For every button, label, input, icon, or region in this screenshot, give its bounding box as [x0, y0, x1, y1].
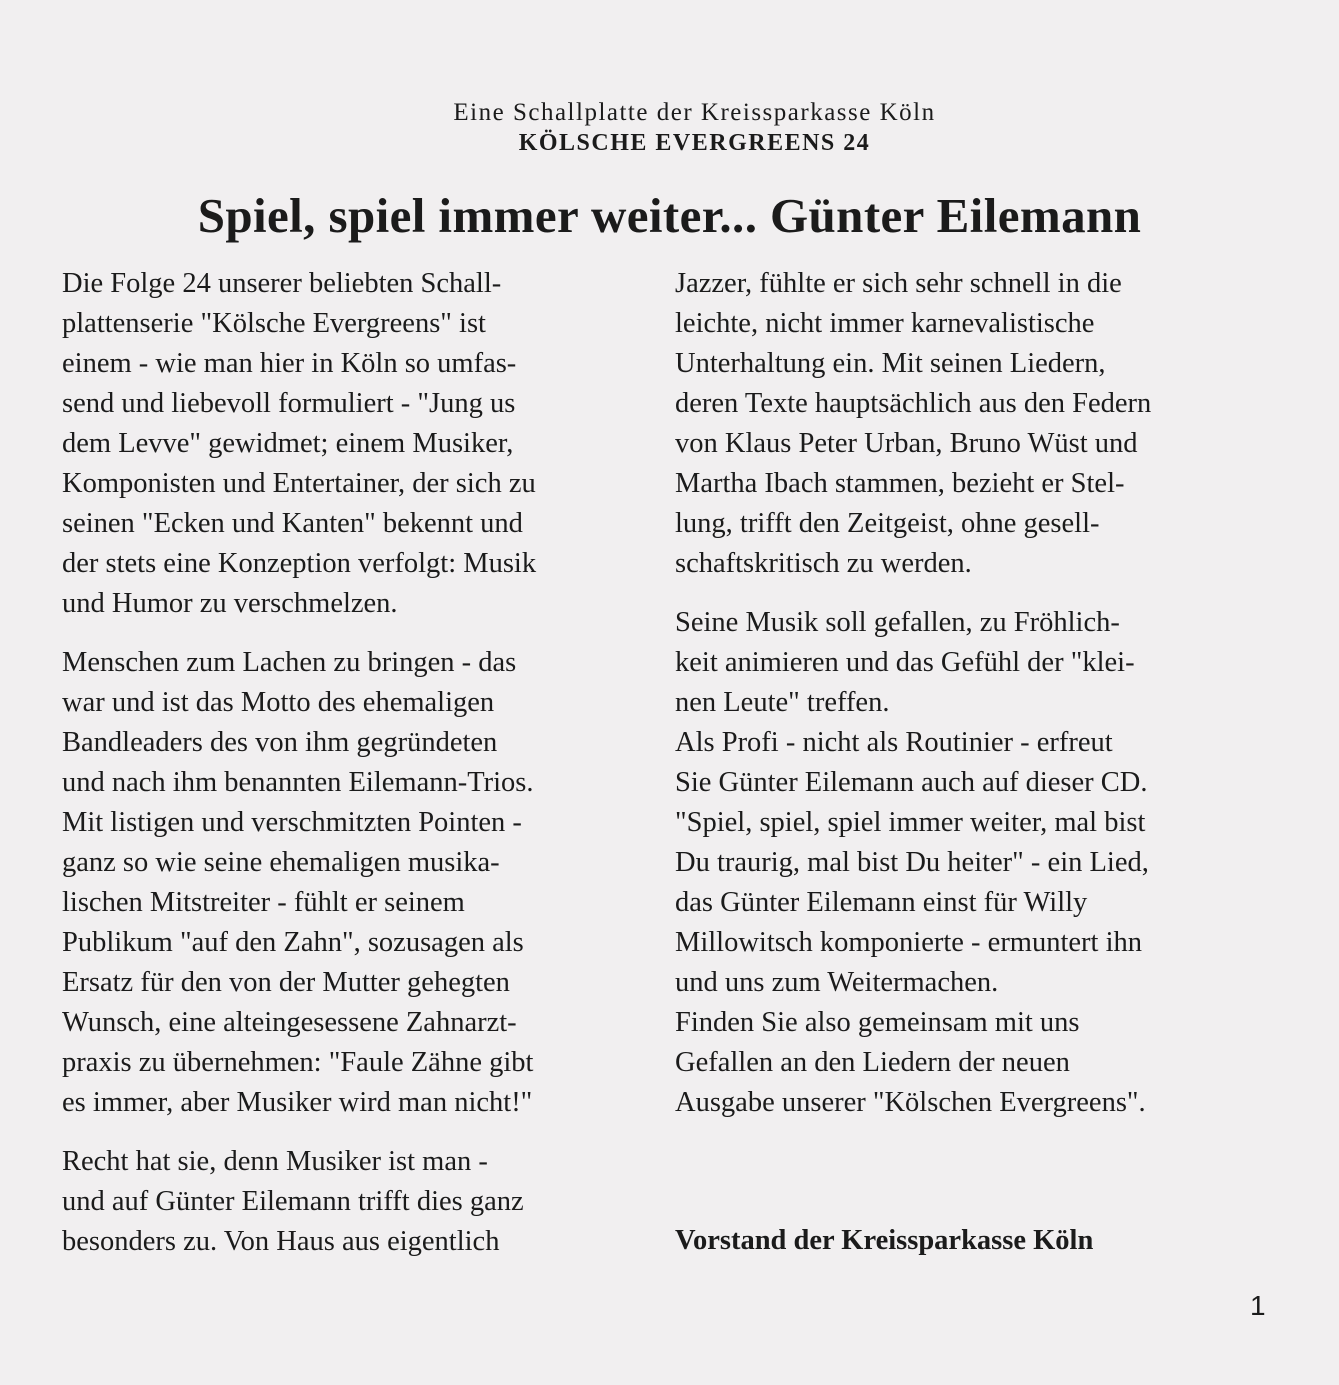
header — [0, 98, 1339, 158]
paragraph-intro: Die Folge 24 unserer beliebten Schall- plattenserie "Kölsche Evergreens" ist einem - wie man hier in Köln so umfas- send und liebevoll formuliert - "Jung us dem Levve" gewidmet; einem Musiker, Komponisten und Entertainer, der sich zu seinen "Ecken und Kanten" bekennt und der stets eine Konzeption verfolgt: Musik und Humor zu verschmelzen. — [62, 268, 537, 619]
paragraph-music: Seine Musik soll gefallen, zu Fröhlich- keit animieren und das Gefühl der "klei- nen Leute" treffen. Als Profi - nicht als Routinier - erfreut Sie Günter Eilemann auch auf dieser CD. "Spiel, spiel, spiel immer weiter, mal bist Du traurig, mal bist Du heiter" - ein Lied, das Günter Eilemann einst für Willy Millowitsch komponierte - ermuntert ihn und uns zum Weitermachen. Finden Sie also gemeinsam mit uns Gefallen an den Liedern der neuen Ausgabe unserer "Kölschen Evergreens". — [675, 607, 1149, 1118]
paragraph-musician: Recht hat sie, denn Musiker ist man - und auf Günter Eilemann trifft dies ganz besonders zu. Von Haus aus eigentlich — [62, 1146, 524, 1257]
series-line: KÖLSCHE EVERGREENS 24 — [518, 130, 871, 156]
right-column — [675, 264, 1255, 1261]
signature: Vorstand der Kreissparkasse Köln — [675, 1225, 1094, 1256]
page-number: 1 — [1250, 1290, 1266, 1321]
page-title: Spiel, spiel immer weiter... Günter Eilemann — [197, 188, 1142, 243]
left-column — [62, 264, 642, 1262]
paragraph-motto: Menschen zum Lachen zu bringen - das war und ist das Motto des ehemaligen Bandleaders des von ihm gegründeten und nach ihm benannten Eilemann-Trios. Mit listigen und verschmitzten Pointen - ganz so wie seine ehemaligen musika- lischen Mitstreiter - fühlt er seinem Publikum "auf den Zahn", sozusagen als Ersatz für den von der Mutter gehegten Wunsch, eine alteingesessene Zahnarzt- praxis zu übernehmen: "Faule Zähne gibt es immer, aber Musiker wird man nicht!" — [62, 647, 534, 1118]
publisher-line: Eine Schallplatte der Kreissparkasse Köln — [453, 99, 936, 126]
paragraph-jazzer: Jazzer, fühlte er sich sehr schnell in die leichte, nicht immer karnevalistische Unterhaltung ein. Mit seinen Liedern, deren Texte hauptsächlich aus den Federn von Klaus Peter Urban, Bruno Wüst und Martha Ibach stammen, bezieht er Stel- lung, trifft den Zeitgeist, ohne gesell- schaftskritisch zu werden. — [675, 268, 1152, 579]
